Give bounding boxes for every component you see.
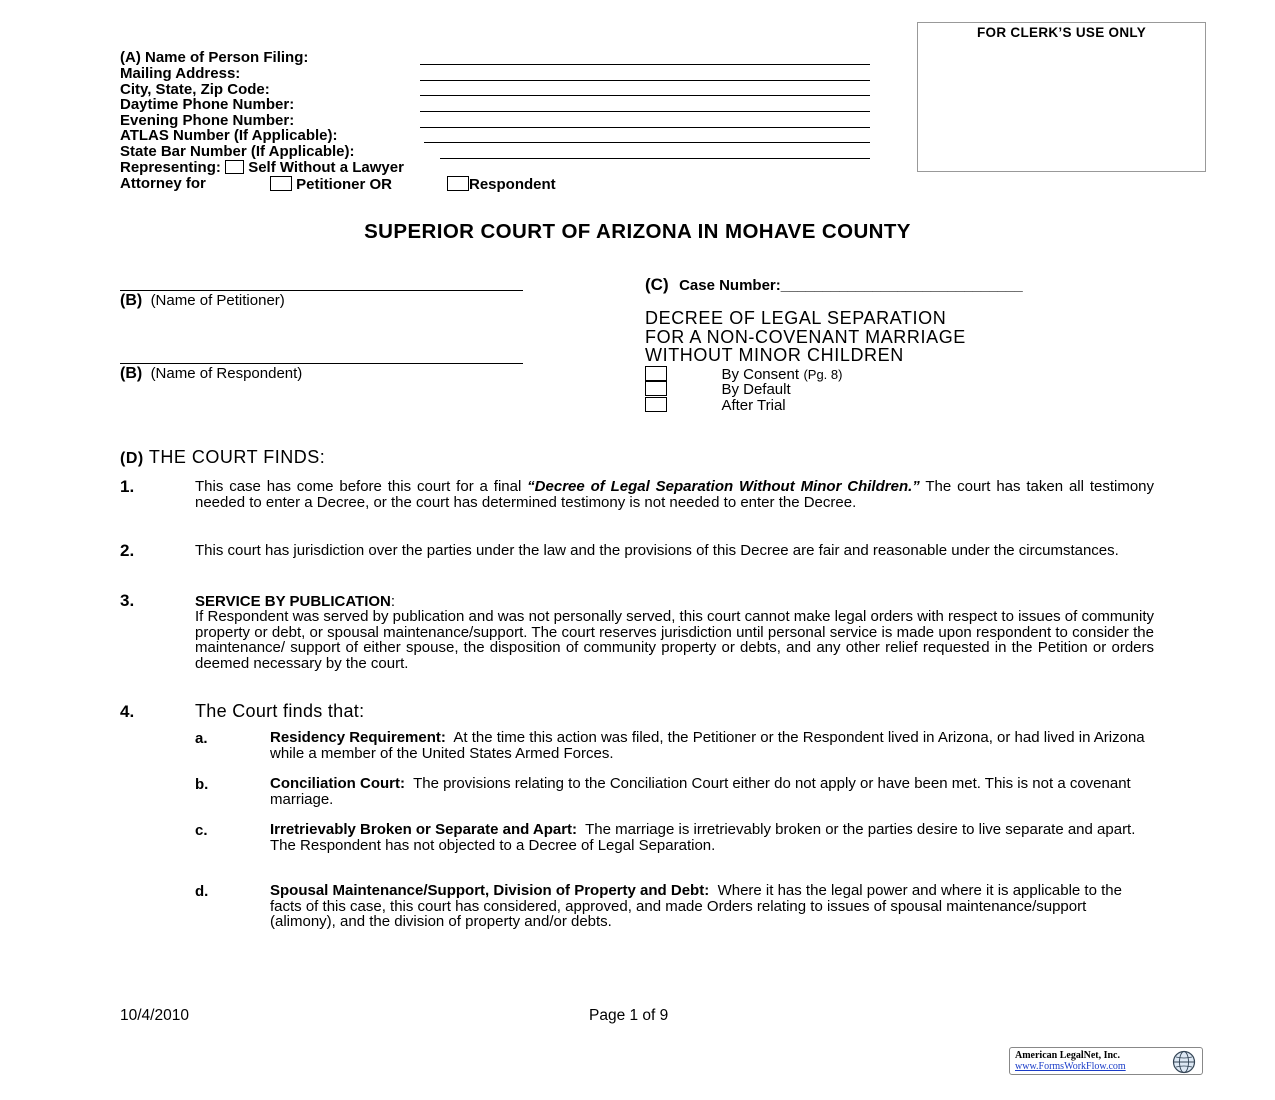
section-b-marker: (B) [120, 365, 143, 382]
clerk-box-title: FOR CLERK’S USE ONLY [976, 25, 1147, 40]
mailing-address-field[interactable] [420, 80, 870, 81]
decree-option-trial [645, 397, 786, 415]
residency-requirement-text: At the time this action was filed, the Petitioner or the Respondent lived in Arizona, or had lived in Arizona while a member of the United States Armed Forces. [270, 729, 1145, 762]
decree-title-line: WITHOUT MINOR CHILDREN [645, 345, 904, 365]
decree-title-line: DECREE OF LEGAL SEPARATION [645, 308, 947, 328]
by-consent-page-note: (Pg. 8) [803, 367, 843, 382]
clerk-use-box [917, 22, 1206, 172]
self-without-lawyer-checkbox[interactable] [225, 160, 244, 174]
by-consent-checkbox[interactable] [645, 366, 667, 381]
logo-url[interactable]: www.FormsWorkFlow.com [1015, 1061, 1126, 1072]
by-default-checkbox[interactable] [645, 381, 667, 396]
item-3-colon: : [390, 593, 396, 610]
by-default-label: By Default [721, 381, 791, 398]
conciliation-court-title: Conciliation Court: [270, 775, 405, 792]
petitioner-or-label: Petitioner OR [296, 176, 393, 193]
city-state-zip-field[interactable] [420, 95, 870, 96]
name-of-person-filing-field[interactable] [420, 64, 870, 65]
globe-icon [1172, 1050, 1196, 1074]
representing-label: Representing: [120, 159, 221, 176]
item-2-text: This court has jurisdiction over the parties under the law and the provisions of this Decree are fair and reasonable under the circumstances. [195, 542, 1119, 559]
court-finds-heading [120, 447, 325, 468]
mailing-address-label: Mailing Address: [120, 65, 241, 82]
residency-requirement-title: Residency Requirement: [270, 729, 446, 746]
decree-title [645, 309, 966, 365]
page-number: Page 1 of 9 [589, 1007, 669, 1024]
item-4b-text [270, 776, 1150, 807]
representing-row [120, 160, 404, 176]
item-1-rest: The court has taken all testimony needed to enter a Decree, or the court has determined testimony is not needed to enter the Decree. [195, 478, 1155, 511]
service-by-publication-title: SERVICE BY PUBLICATION [195, 593, 391, 610]
spousal-maintenance-title: Spousal Maintenance/Support, Division of Property and Debt: [270, 882, 710, 899]
name-of-person-filing-label: Name of Person Filing: [145, 49, 309, 66]
court-title: SUPERIOR COURT OF ARIZONA IN MOHAVE COUNTY [364, 220, 911, 243]
self-without-lawyer-label: Self Without a Lawyer [248, 159, 404, 176]
attorney-for-label: Attorney for [120, 175, 206, 192]
name-of-petitioner-label: (Name of Petitioner) [150, 292, 285, 309]
item-1-text [195, 479, 1154, 510]
city-state-zip-label: City, State, Zip Code: [120, 81, 270, 98]
form-date: 10/4/2010 [120, 1007, 189, 1024]
state-bar-number-label: State Bar Number (If Applicable): [120, 143, 355, 160]
after-trial-checkbox[interactable] [645, 397, 667, 412]
item-4d-letter: d. [195, 883, 209, 900]
court-finds-title: THE COURT FINDS: [148, 447, 326, 467]
item-4b-letter: b. [195, 776, 209, 793]
section-a-marker: (A) [120, 49, 141, 66]
filer-field-name [120, 50, 308, 66]
item-1-intro: This case has come before this court for a final [195, 478, 522, 495]
case-number-row [645, 275, 1023, 295]
daytime-phone-field[interactable] [420, 111, 870, 112]
item-1-number: 1. [120, 477, 135, 496]
conciliation-court-text: The provisions relating to the Conciliation Court either do not apply or have been met. This is not a covenant marriage. [270, 775, 1131, 808]
item-4c-text [270, 822, 1150, 853]
item-3-text: If Respondent was served by publication and was not personally served, this court cannot make legal orders with respect to issues of community property or debt, or spousal maintenance/support. The court reserves jurisdiction until personal service is made upon respondent to consider the maintenance/ support of either spouse, the disposition of community property or debts, and any other relief requested in the Petition or orders deemed necessary by the court. [195, 608, 1154, 672]
american-legalnet-logo[interactable] [1009, 1047, 1203, 1075]
irretrievably-broken-title: Irretrievably Broken or Separate and Apart: [270, 821, 578, 838]
evening-phone-field[interactable] [420, 127, 870, 128]
section-b-marker: (B) [120, 292, 143, 309]
evening-phone-label: Evening Phone Number: [120, 112, 295, 129]
after-trial-label: After Trial [721, 397, 786, 414]
petitioner-caption [120, 292, 285, 310]
state-bar-number-field[interactable] [440, 158, 870, 159]
atlas-number-label: ATLAS Number (If Applicable): [120, 127, 338, 144]
spousal-maintenance-text: Where it has the legal power and where it is applicable to the facts of this case, this court has considered, approved, and made Orders relating to issues of spousal maintenance/support (alimony), and the division of property and/or debts. [270, 882, 1122, 930]
respondent-checkbox[interactable] [447, 176, 469, 191]
item-2-number: 2. [120, 541, 135, 560]
respondent-name-field[interactable] [120, 363, 523, 364]
item-1-decree-title: “Decree of Legal Separation Without Minor Children.” [527, 478, 920, 495]
petitioner-checkbox[interactable] [270, 176, 292, 191]
respondent-caption [120, 365, 302, 383]
item-4c-letter: c. [195, 822, 208, 839]
section-c-marker: (C) [645, 275, 669, 294]
item-4-heading: The Court finds that: [195, 701, 365, 721]
item-4d-text [270, 883, 1150, 930]
petitioner-name-field[interactable] [120, 290, 523, 291]
atlas-number-field[interactable] [424, 142, 870, 143]
item-3-number: 3. [120, 591, 135, 610]
attorney-respondent-option [447, 176, 556, 193]
irretrievably-broken-text: The marriage is irretrievably broken or the parties desire to live separate and apart. The Respondent has not objected to a Decree of Legal Separation. [270, 821, 1136, 854]
respondent-label: Respondent [469, 176, 556, 193]
attorney-petitioner-option [270, 176, 392, 193]
logo-company-name: American LegalNet, Inc. [1015, 1050, 1120, 1061]
item-4a-text [270, 730, 1150, 761]
section-d-marker: (D) [120, 450, 144, 467]
daytime-phone-label: Daytime Phone Number: [120, 96, 295, 113]
name-of-respondent-label: (Name of Respondent) [150, 365, 303, 382]
item-4a-letter: a. [195, 730, 208, 747]
by-consent-label: By Consent [721, 366, 799, 383]
decree-title-line: FOR A NON-COVENANT MARRIAGE [645, 326, 966, 347]
item-4-number: 4. [120, 702, 135, 721]
case-number-field[interactable]: _____________________________ [780, 277, 1023, 294]
case-number-label: Case Number: [679, 277, 781, 294]
